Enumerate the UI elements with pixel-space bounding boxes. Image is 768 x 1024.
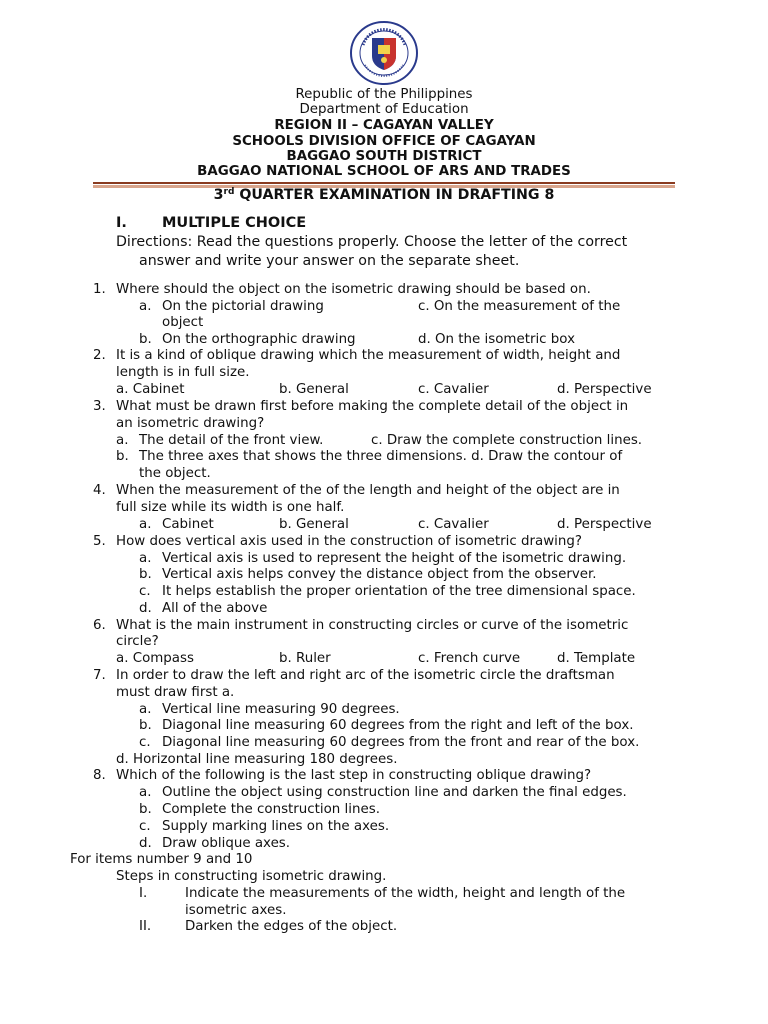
q6-a: a. Compass — [116, 651, 194, 666]
q7-d: d. Horizontal line measuring 180 degrees. — [116, 752, 398, 767]
q7-b-label: b. — [139, 718, 152, 733]
q8-b: Complete the construction lines. — [162, 802, 380, 817]
q5-a-label: a. — [139, 551, 152, 566]
q2-b: b. General — [279, 382, 349, 397]
school-name: BAGGAO NATIONAL SCHOOL OF ARS AND TRADES — [197, 164, 571, 179]
q3-a: The detail of the front view. — [139, 433, 324, 448]
q4-a-label: a. — [139, 517, 152, 532]
q4-b: b. General — [279, 517, 349, 532]
exam-title: 3rd QUARTER EXAMINATION IN DRAFTING 8 — [213, 187, 555, 203]
steps-title: Steps in constructing isometric drawing. — [116, 869, 387, 884]
section-numeral: I. — [116, 215, 127, 231]
items-9-10-intro: For items number 9 and 10 — [70, 852, 253, 867]
directions-line-1: Directions: Read the questions properly. Choose the letter of the correct — [116, 234, 628, 250]
step-2-numeral: II. — [139, 919, 152, 934]
q8-a-label: a. — [139, 785, 152, 800]
q8-number: 8. — [93, 768, 106, 783]
q2-line-1: It is a kind of oblique drawing which the measurement of width, height and — [116, 348, 621, 363]
q5-b-label: b. — [139, 567, 152, 582]
section-title: MULTIPLE CHOICE — [162, 215, 307, 231]
step-1-numeral: I. — [139, 886, 148, 901]
q1-a: On the pictorial drawing — [162, 299, 324, 314]
q5-text: How does vertical axis used in the construction of isometric drawing? — [116, 534, 582, 549]
q1-number: 1. — [93, 282, 106, 297]
q8-c-label: c. — [139, 819, 151, 834]
q6-c: c. French curve — [418, 651, 521, 666]
q2-line-2: length is in full size. — [116, 365, 250, 380]
q1-d: d. On the isometric box — [418, 332, 575, 347]
q3-line-1: What must be drawn first before making the complete detail of the object in — [116, 399, 629, 414]
q7-a: Vertical line measuring 90 degrees. — [162, 702, 400, 717]
q7-a-label: a. — [139, 702, 152, 717]
q5-a: Vertical axis is used to represent the height of the isometric drawing. — [162, 551, 627, 566]
header-divider-dark — [93, 182, 675, 184]
q3-number: 3. — [93, 399, 106, 414]
republic-line: Republic of the Philippines — [295, 87, 473, 102]
q1-a-label: a. — [139, 299, 152, 314]
q6-number: 6. — [93, 618, 106, 633]
step-1-line-1: Indicate the measurements of the width, height and length of the — [185, 886, 626, 901]
step-2: Darken the edges of the object. — [185, 919, 398, 934]
q5-d: All of the above — [162, 601, 268, 616]
q8-a: Outline the object using construction line and darken the final edges. — [162, 785, 627, 800]
q1-b: On the orthographic drawing — [162, 332, 356, 347]
q3-a-label: a. — [116, 433, 129, 448]
q7-c-label: c. — [139, 735, 151, 750]
q6-line-1: What is the main instrument in constructing circles or curve of the isometric — [116, 618, 629, 633]
q8-d: Draw oblique axes. — [162, 836, 291, 851]
q4-c: c. Cavalier — [418, 517, 489, 532]
deped-seal-logo — [349, 20, 419, 86]
q2-d: d. Perspective — [557, 382, 652, 397]
q8-b-label: b. — [139, 802, 152, 817]
q7-number: 7. — [93, 668, 106, 683]
q6-b: b. Ruler — [279, 651, 331, 666]
q4-number: 4. — [93, 483, 106, 498]
q7-b: Diagonal line measuring 60 degrees from the right and left of the box. — [162, 718, 634, 733]
q2-c: c. Cavalier — [418, 382, 489, 397]
q4-a: Cabinet — [162, 517, 214, 532]
q5-c: It helps establish the proper orientation of the tree dimensional space. — [162, 584, 636, 599]
q7-line-2: must draw first a. — [116, 685, 235, 700]
q8-text: Which of the following is the last step in constructing oblique drawing? — [116, 768, 592, 783]
q6-line-2: circle? — [116, 634, 159, 649]
q1-text: Where should the object on the isometric drawing should be based on. — [116, 282, 591, 297]
q5-b: Vertical axis helps convey the distance object from the observer. — [162, 567, 597, 582]
district-line: BAGGAO SOUTH DISTRICT — [286, 149, 482, 164]
q2-a: a. Cabinet — [116, 382, 185, 397]
q7-c: Diagonal line measuring 60 degrees from the front and rear of the box. — [162, 735, 640, 750]
q4-line-1: When the measurement of the of the length and height of the object are in — [116, 483, 620, 498]
q7-line-1: In order to draw the left and right arc of the isometric circle the draftsman — [116, 668, 615, 683]
q3-b-label: b. — [116, 449, 129, 464]
q5-c-label: c. — [139, 584, 151, 599]
q8-d-label: d. — [139, 836, 152, 851]
q4-d: d. Perspective — [557, 517, 652, 532]
q1-c-cont: object — [162, 315, 204, 330]
q5-number: 5. — [93, 534, 106, 549]
q3-line-2: an isometric drawing? — [116, 416, 265, 431]
step-1-line-2: isometric axes. — [185, 903, 287, 918]
q3-b-cont: the object. — [139, 466, 211, 481]
q1-b-label: b. — [139, 332, 152, 347]
q4-line-2: full size while its width is one half. — [116, 500, 345, 515]
department-line: Department of Education — [299, 102, 469, 117]
q3-b: The three axes that shows the three dimensions. d. Draw the contour of — [139, 449, 623, 464]
q5-d-label: d. — [139, 601, 152, 616]
directions-line-2: answer and write your answer on the separate sheet. — [139, 253, 520, 269]
q1-c: c. On the measurement of the — [418, 299, 621, 314]
region-line: REGION II – CAGAYAN VALLEY — [274, 118, 494, 133]
q8-c: Supply marking lines on the axes. — [162, 819, 390, 834]
q3-c: c. Draw the complete construction lines. — [371, 433, 643, 448]
division-line: SCHOOLS DIVISION OFFICE OF CAGAYAN — [232, 134, 536, 149]
q6-d: d. Template — [557, 651, 636, 666]
q2-number: 2. — [93, 348, 106, 363]
